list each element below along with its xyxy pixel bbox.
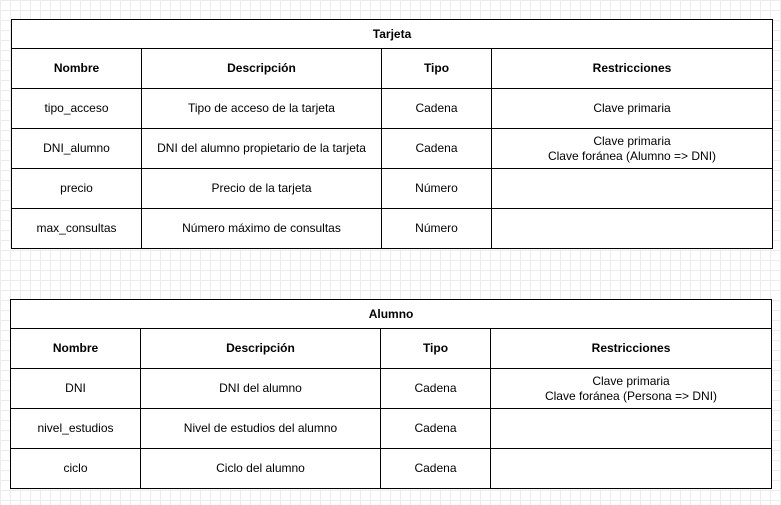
cell-nombre: DNI <box>11 369 141 409</box>
restriction-line: Clave primaria <box>592 373 670 388</box>
restriction-line: Clave foránea (Alumno => DNI) <box>547 148 717 163</box>
cell-tipo: Cadena <box>381 449 491 489</box>
cell-descripcion: Ciclo del alumno <box>141 449 381 489</box>
table-row <box>11 369 772 409</box>
tarjeta-title: Tarjeta <box>12 20 773 49</box>
cell-restricciones <box>491 369 772 409</box>
cell-restricciones <box>492 89 773 129</box>
cell-descripcion: Tipo de acceso de la tarjeta <box>142 89 382 129</box>
cell-tipo: Número <box>382 169 492 209</box>
cell-descripcion: Precio de la tarjeta <box>142 169 382 209</box>
restriction-line: Clave primaria <box>593 133 671 148</box>
table-row <box>11 449 772 489</box>
restriction-line: Clave foránea (Persona => DNI) <box>544 388 718 403</box>
cell-descripcion: Número máximo de consultas <box>142 209 382 249</box>
column-header-descripcion: Descripción <box>142 49 382 89</box>
column-header-restricciones: Restricciones <box>492 49 773 89</box>
restriction-line: Clave primaria <box>593 101 671 115</box>
table-row <box>12 89 773 129</box>
cell-tipo: Cadena <box>381 369 491 409</box>
column-header-tipo: Tipo <box>381 329 491 369</box>
table-row <box>12 129 773 169</box>
cell-descripcion: DNI del alumno propietario de la tarjeta <box>142 129 382 169</box>
alumno-title: Alumno <box>11 300 772 329</box>
table-row <box>12 169 773 209</box>
cell-restricciones <box>491 449 772 489</box>
alumno-table <box>10 299 772 489</box>
cell-nombre: ciclo <box>11 449 141 489</box>
alumno-header-row <box>11 329 772 369</box>
column-header-nombre: Nombre <box>11 329 141 369</box>
cell-descripcion: DNI del alumno <box>141 369 381 409</box>
cell-nombre: precio <box>12 169 142 209</box>
cell-tipo: Número <box>382 209 492 249</box>
cell-restricciones <box>492 169 773 209</box>
cell-restricciones <box>492 209 773 249</box>
column-header-restricciones: Restricciones <box>491 329 772 369</box>
cell-nombre: DNI_alumno <box>12 129 142 169</box>
cell-tipo: Cadena <box>382 89 492 129</box>
column-header-nombre: Nombre <box>12 49 142 89</box>
cell-restricciones <box>492 129 773 169</box>
cell-tipo: Cadena <box>382 129 492 169</box>
cell-nombre: max_consultas <box>12 209 142 249</box>
column-header-tipo: Tipo <box>382 49 492 89</box>
table-row <box>11 409 772 449</box>
cell-restricciones <box>491 409 772 449</box>
cell-tipo: Cadena <box>381 409 491 449</box>
cell-nombre: tipo_acceso <box>12 89 142 129</box>
table-row <box>12 209 773 249</box>
tarjeta-header-row <box>12 49 773 89</box>
tarjeta-title-row <box>12 20 773 49</box>
tarjeta-table <box>11 19 773 249</box>
cell-descripcion: Nivel de estudios del alumno <box>141 409 381 449</box>
alumno-title-row <box>11 300 772 329</box>
column-header-descripcion: Descripción <box>141 329 381 369</box>
cell-nombre: nivel_estudios <box>11 409 141 449</box>
